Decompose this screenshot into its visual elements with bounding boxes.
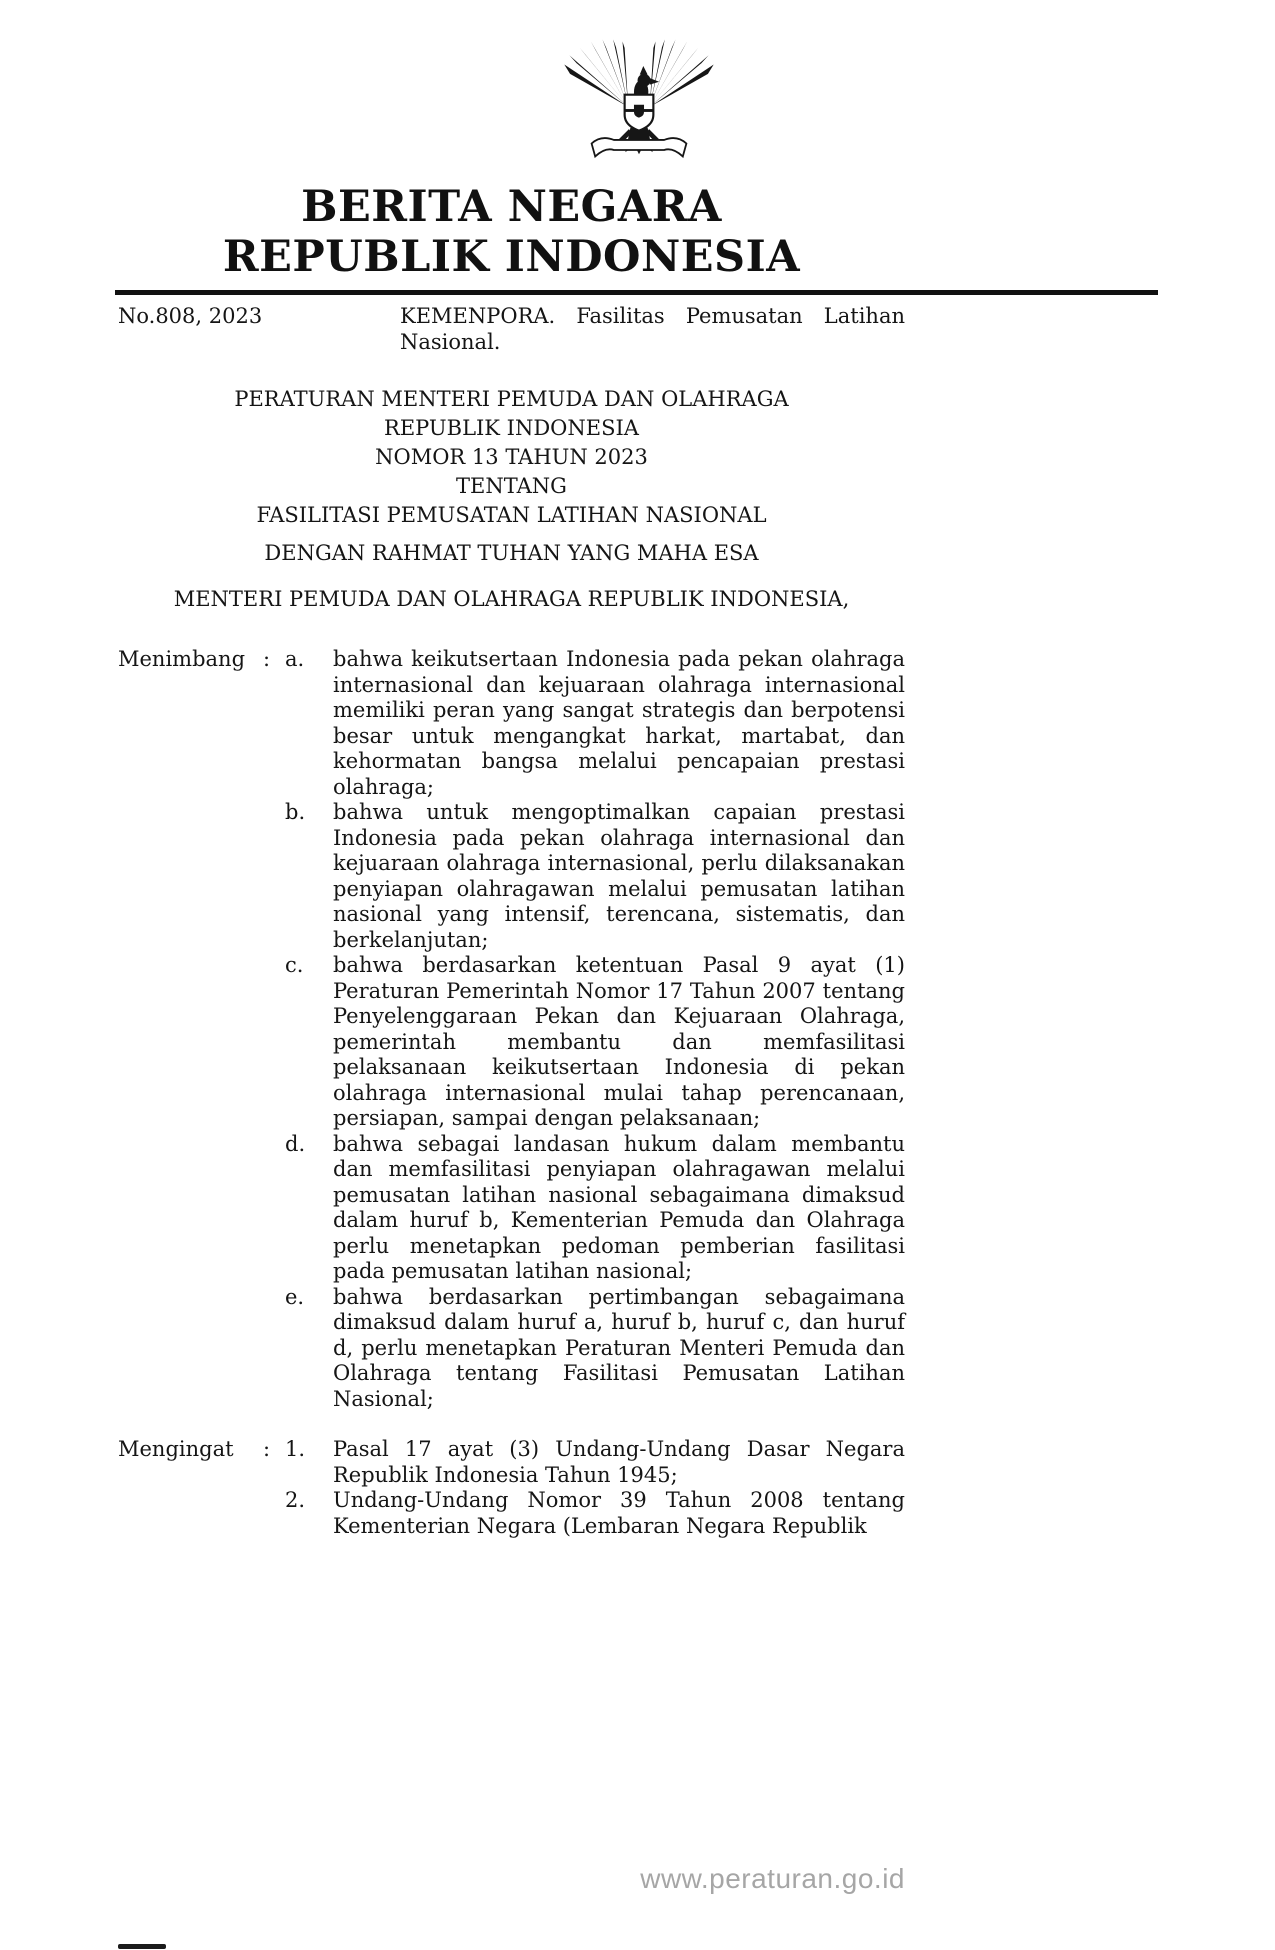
menimbang-clause	[118, 647, 905, 1412]
mengingat-items	[285, 1437, 905, 1539]
regulation-subject-line: FASILITASI PEMUSATAN LATIHAN NASIONAL	[256, 503, 767, 527]
authority-line: MENTERI PEMUDA DAN OLAHRAGA REPUBLIK INDONESIA,	[173, 587, 850, 611]
regulation-title-line1: PERATURAN MENTERI PEMUDA DAN OLAHRAGA	[234, 387, 789, 411]
list-item	[285, 800, 905, 953]
regulation-title-line2: REPUBLIK INDONESIA	[384, 416, 639, 440]
mengingat-label: Mengingat	[118, 1437, 234, 1461]
gazette-number: No.808, 2023	[118, 304, 263, 328]
list-item	[285, 953, 905, 1132]
item-text: bahwa berdasarkan ketentuan Pasal 9 ayat (1) Peraturan Pemerintah Nomor 17 Tahun 2007 tentang Penyelenggaraan Pekan dan Kejuaraan Olahraga, pemerintah membantu dan memfasilitasi pelaksanaan keikutsertaan Indonesia di pekan olahraga internasional mulai tahap perencanaan, persiapan, sampai dengan pelaksanaan;	[333, 953, 905, 1130]
menimbang-label: Menimbang	[118, 647, 246, 671]
masthead-title-line2: REPUBLIK INDONESIA	[222, 232, 801, 282]
list-item	[285, 1488, 905, 1539]
regulation-number-line: NOMOR 13 TAHUN 2023	[375, 445, 648, 469]
item-text: Pasal 17 ayat (3) Undang-Undang Dasar Negara Republik Indonesia Tahun 1945;	[333, 1437, 905, 1487]
item-text: Undang-Undang Nomor 39 Tahun 2008 tentang Kementerian Negara (Lembaran Negara Republik	[333, 1488, 905, 1538]
item-text: bahwa untuk mengoptimalkan capaian prestasi Indonesia pada pekan olahraga internasional dan kejuaraan olahraga internasional, perlu dilaksanakan penyiapan olahragawan melalui pemusatan latihan nasional yang intensif, terencana, sistematis, dan berkelanjutan;	[333, 800, 905, 952]
item-text: bahwa berdasarkan pertimbangan sebagaimana dimaksud dalam huruf a, huruf b, huruf c, dan huruf d, perlu menetapkan Peraturan Menteri Pemuda dan Olahraga tentang Fasilitasi Pemusatan Latihan Nasional;	[333, 1284, 905, 1411]
mengingat-clause	[118, 1437, 905, 1539]
item-text: bahwa keikutsertaan Indonesia pada pekan olahraga internasional dan kejuaraan olahraga internasional memiliki peran yang sangat strategis dan berpotensi besar untuk mengangkat harkat, martabat, dan kehormatan bangsa melalui pencapaian prestasi olahraga;	[333, 647, 905, 799]
watermark-url: www.peraturan.go.id	[640, 1863, 905, 1894]
list-item	[285, 647, 905, 800]
list-item	[285, 1132, 905, 1285]
list-item	[285, 1437, 905, 1488]
menimbang-colon: :	[263, 647, 271, 671]
list-item	[285, 1285, 905, 1413]
masthead	[118, 182, 905, 282]
item-text: bahwa sebagai landasan hukum dalam membantu dan memfasilitasi penyiapan olahragawan melalui pemusatan latihan nasional sebagaimana dimaksud dalam huruf b, Kementerian Pemuda dan Olahraga perlu menetapkan pedoman pemberian fasilitasi pada pemusatan latihan nasional;	[333, 1131, 905, 1283]
item-marker: d.	[285, 1131, 306, 1156]
invocation-line: DENGAN RAHMAT TUHAN YANG MAHA ESA	[264, 541, 759, 565]
item-marker: 2.	[285, 1488, 306, 1512]
item-marker: 1.	[285, 1437, 306, 1461]
item-marker: b.	[285, 800, 306, 824]
menimbang-items	[285, 647, 905, 1412]
item-marker: a.	[285, 647, 305, 671]
regulation-tentang-line: TENTANG	[456, 474, 567, 498]
mengingat-colon: :	[263, 1437, 271, 1461]
gazette-subject: KEMENPORA. Fasilitas Pemusatan Latihan Nasional.	[400, 304, 905, 354]
regulation-title-block	[118, 385, 905, 614]
scan-artifact	[118, 1944, 166, 1949]
item-marker: c.	[285, 953, 304, 977]
masthead-title-line1: BERITA NEGARA	[301, 182, 722, 232]
gazette-header-row	[118, 304, 905, 355]
item-marker: e.	[285, 1284, 305, 1309]
